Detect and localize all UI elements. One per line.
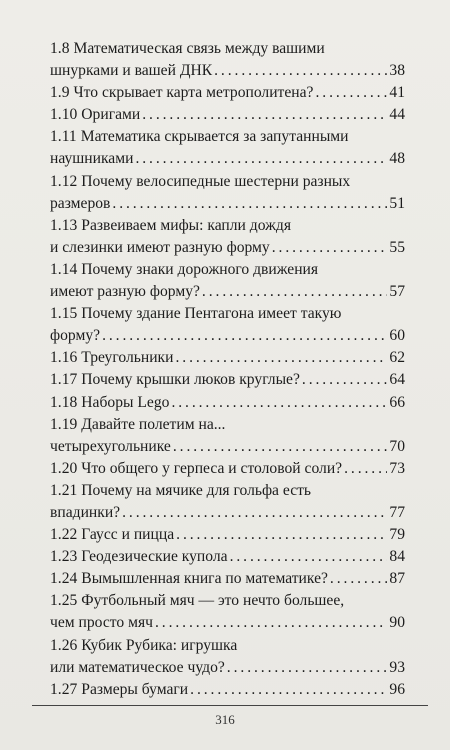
toc-line [50,369,405,391]
dot-leader [315,82,387,104]
toc-entry-title: Гаусс и пицца [81,526,175,544]
dot-leader [176,524,387,546]
toc-entry-title: форму? [50,327,101,345]
toc-page-number: 51 [389,194,405,212]
toc-entry [50,171,405,215]
toc-entry [50,546,405,568]
toc-line [50,458,405,480]
toc-line [50,82,405,104]
toc-entry-title: шнурками и вашей ДНК [50,62,213,80]
toc-entry-number: 1.16 [50,349,78,367]
toc-entry-title: или математическое чудо? [50,658,225,676]
toc-entry-title: Наборы Lego [81,393,170,411]
toc-entry [50,392,405,414]
dot-leader [202,281,387,303]
toc-entry-number: 1.21 [50,481,78,499]
toc-entry-number: 1.24 [50,570,78,588]
toc-entry [50,480,405,524]
toc-entry-title: Вымышленная книга по математике? [81,570,328,588]
toc-entry-number: 1.19 [50,415,78,433]
toc-line [50,148,405,170]
toc-line [50,347,405,369]
toc-entry [50,590,405,634]
toc-entry [50,303,405,347]
toc-entry-number: 1.11 [50,128,77,146]
toc-entry-title: Давайте полетим на... [81,415,226,433]
toc-entry [50,104,405,126]
toc-entry-number: 1.22 [50,526,78,544]
toc-entry [50,82,405,104]
toc-line [50,635,405,657]
toc-entry-title: Футбольный мяч — это нечто большее, [81,592,345,610]
toc-entry-number: 1.17 [50,371,78,389]
dot-leader [173,436,388,458]
toc-entry-title: Математическая связь между вашими [73,40,325,57]
toc-entry [50,414,405,458]
toc-entry [50,369,405,391]
toc-entry-title: Оригами [81,106,141,124]
toc-line [50,590,405,612]
toc-entry [50,347,405,369]
toc-line [50,657,405,679]
toc-entry-number: 1.10 [50,106,78,124]
toc-entry [50,635,405,679]
toc-page-number: 66 [389,393,405,411]
toc-entry [50,524,405,546]
dot-leader [102,325,387,347]
toc-page-number: 93 [389,658,405,676]
dot-leader [214,60,387,82]
toc-entry [50,259,405,303]
toc-page-number: 55 [389,238,405,256]
toc-page-number: 84 [389,548,405,566]
toc-entry-number: 1.13 [50,216,78,234]
toc-page-number: 41 [389,84,405,102]
toc-entry-title: Геодезические купола [81,548,228,566]
toc-line [50,303,405,325]
toc-entry-number: 1.27 [50,680,78,698]
toc-line [50,325,405,347]
page-number: 316 [215,712,235,727]
toc-entry-title: имеют разную форму? [50,283,200,301]
dot-leader [227,657,388,679]
toc-entry-title: Развеиваем мифы: капли дождя [81,216,292,234]
toc-entry [50,568,405,590]
toc-entry-title: Почему знаки дорожного движения [81,260,319,278]
toc-entry-number: 1.18 [50,393,78,411]
toc-line [50,126,405,148]
toc-line [50,392,405,414]
toc-line [50,237,405,259]
toc-entry-number: 1.14 [50,260,78,278]
footer-rule [32,705,428,706]
dot-leader [142,104,387,126]
toc-entry-title: Кубик Рубика: игрушка [81,636,238,654]
dot-leader [112,193,387,215]
toc-entry-title: Что общего у герпеса и столовой соли? [81,459,343,477]
dot-leader [122,502,387,524]
toc-line [50,480,405,502]
toc-entry-title: Что скрывает карта метрополитена? [73,84,314,102]
toc-page-number: 96 [389,680,405,698]
dot-leader [135,148,387,170]
toc-line [50,524,405,546]
toc-entry-title: Почему здание Пентагона имеет такую [81,305,342,323]
toc-entry-number: 1.25 [50,592,78,610]
toc-entry-number: 1.12 [50,172,78,190]
toc-entry-title: Треугольники [81,349,174,367]
toc-page-number: 77 [389,503,405,521]
toc-line [50,215,405,237]
toc-entry [50,38,405,82]
dot-leader [230,546,388,568]
toc-line [50,546,405,568]
toc-entry-number: 1.9 [50,84,70,102]
toc-page-number: 64 [389,371,405,389]
dot-leader [171,392,387,414]
toc-line [50,612,405,634]
toc-line [50,104,405,126]
toc-entry-title: Почему на мячике для гольфа есть [81,481,312,499]
toc-entry-number: 1.15 [50,305,78,323]
toc-page-number: 44 [389,106,405,124]
dot-leader [190,679,387,701]
dot-leader [344,458,387,480]
toc-line [50,502,405,524]
toc-page-number: 60 [389,327,405,345]
toc-entry-number: 1.23 [50,548,78,566]
toc-page-number: 48 [389,150,405,168]
toc-line [50,679,405,701]
dot-leader [302,369,388,391]
toc-entry [50,126,405,170]
toc-line [50,193,405,215]
toc-line [50,38,405,60]
toc-line [50,568,405,590]
dot-leader [155,612,387,634]
toc-entry [50,215,405,259]
toc-entry-title: наушниками [50,150,134,168]
toc-entry-title: четырехугольнике [50,437,171,455]
toc-line [50,436,405,458]
toc-page-number: 87 [389,570,405,588]
toc-entry [50,458,405,480]
toc-entry-title: Почему велосипедные шестерни разных [81,172,351,190]
toc-page-number: 57 [389,283,405,301]
toc-entry-title: чем просто мяч [50,614,153,632]
toc-line [50,171,405,193]
table-of-contents [50,38,405,701]
toc-page-number: 70 [389,437,405,455]
dot-leader [330,568,387,590]
toc-entry-number: 1.20 [50,459,78,477]
toc-line [50,60,405,82]
toc-entry-title: Размеры бумаги [81,680,189,698]
toc-page-number: 73 [389,459,405,477]
toc-page-number: 38 [389,62,405,80]
toc-entry-title: и слезинки имеют разную форму [50,238,270,256]
toc-page-number: 90 [389,614,405,632]
toc-entry-number: 1.8 [50,40,70,57]
toc-entry-title: впадинки? [50,503,121,521]
toc-entry-title: Математика скрывается за запутанными [80,128,349,146]
toc-entry-title: Почему крышки люков круглые? [81,371,300,389]
dot-leader [272,237,388,259]
toc-page-number: 79 [389,526,405,544]
toc-line [50,281,405,303]
dot-leader [175,347,387,369]
toc-line [50,259,405,281]
toc-line [50,414,405,436]
toc-entry-title: размеров [50,194,111,212]
toc-entry [50,679,405,701]
toc-entry-number: 1.26 [50,636,78,654]
toc-page-number: 62 [389,349,405,367]
